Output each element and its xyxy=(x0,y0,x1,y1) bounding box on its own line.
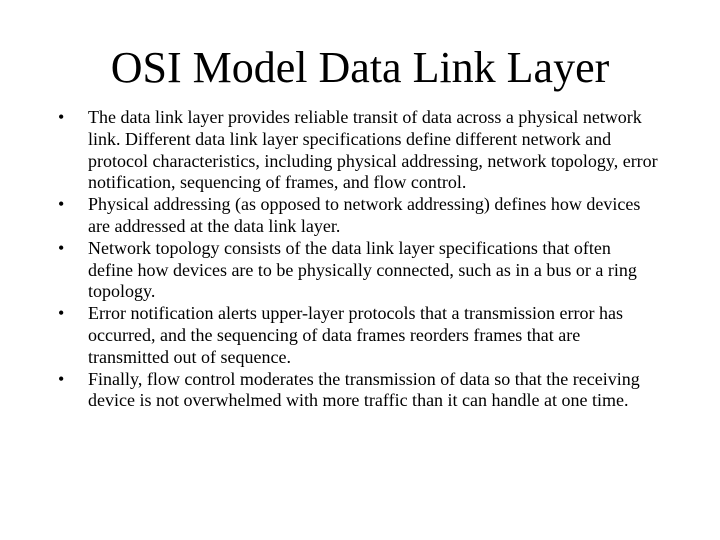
bullet-item xyxy=(58,107,658,194)
bullet-text: Finally, flow control moderates the transmission of data so that the receiving device is not overwhelmed with more traffic than it can handle at one time. xyxy=(88,368,640,411)
bullet-list xyxy=(58,107,658,412)
bullet-marker: • xyxy=(58,303,65,324)
bullet-marker: • xyxy=(58,237,65,258)
bullet-marker: • xyxy=(58,368,65,389)
bullet-text: Error notification alerts upper-layer protocols that a transmission error has occurred, and the sequencing of data frames reorders frames that are transmitted out of sequence. xyxy=(88,303,623,367)
bullet-text: Network topology consists of the data link layer specifications that often define how devices are to be physically connected, such as in a bus or a ring topology. xyxy=(88,237,637,302)
bullet-item xyxy=(58,238,658,303)
bullet-item xyxy=(58,303,658,368)
bullet-item xyxy=(58,194,658,238)
bullet-item xyxy=(58,369,658,413)
bullet-text: Physical addressing (as opposed to network addressing) defines how devices are addressed at the data link layer. xyxy=(88,194,641,236)
bullet-marker: • xyxy=(58,194,65,215)
bullet-text: The data link layer provides reliable transit of data across a physical network link. Different data link layer specifications define different network and protocol characteristics, including physical addressing, network topology, error notification, sequencing of frames, and flow control. xyxy=(88,107,658,193)
bullet-marker: • xyxy=(58,107,65,127)
slide-title: OSI Model Data Link Layer xyxy=(110,43,610,92)
